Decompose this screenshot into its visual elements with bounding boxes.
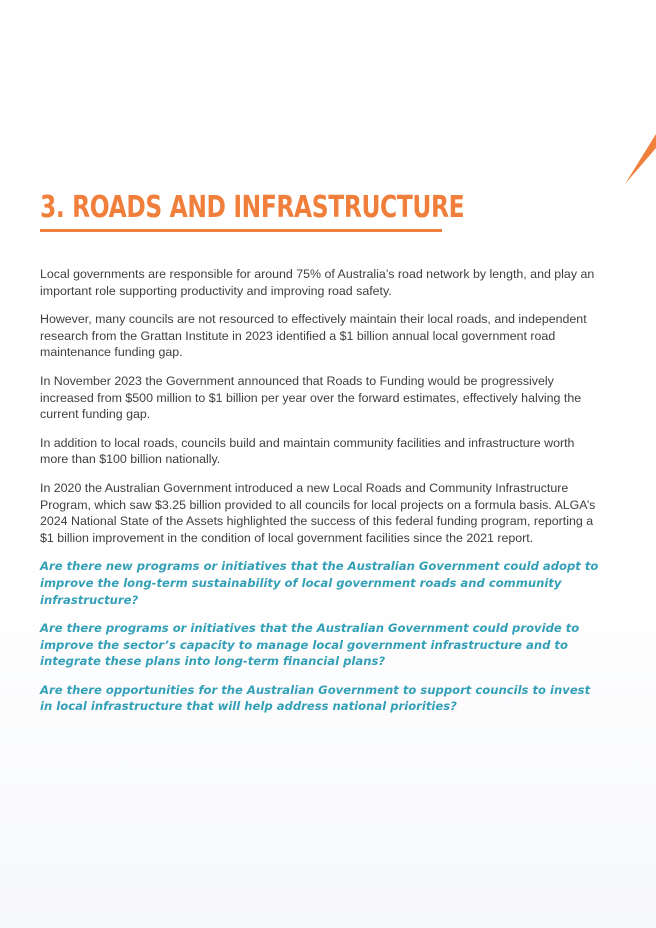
consultation-question: Are there new programs or initiatives that the Australian Government could adopt to improve the long-term sustainability of local government roads and community infrastructure?: [40, 559, 599, 607]
consultation-question: Are there opportunities for the Australian Government to support councils to invest in local infrastructure that will help address national priorities?: [40, 682, 591, 714]
body-paragraph: Local governments are responsible for around 75% of Australia’s road network by length, and play an important role supporting productivity and improving road safety.: [40, 267, 595, 298]
body-paragraph: In 2020 the Australian Government introduced a new Local Roads and Community Infrastructure Program, which saw $3.25 billion provided to all councils for local projects on a formula basis. ALGA’s 2024 National State of the Assets highlighted the success of this federal funding program, reporting a $1 billion improvement in the condition of local government facilities since the 2021 report.: [40, 480, 596, 545]
body-paragraph: In addition to local roads, councils build and maintain community facilities and infrastructure worth more than $100 billion nationally.: [40, 435, 575, 467]
heading-underline: [40, 229, 442, 232]
section-body: [40, 266, 600, 727]
body-paragraph: However, many councils are not resourced to effectively maintain their local roads, and independent research from the Grattan Institute in 2023 identified a $1 billion annual local government road maintenance funding gap.: [40, 312, 587, 360]
consultation-question: Are there programs or initiatives that the Australian Government could provide to improve the sector’s capacity to manage local government infrastructure and to integrate these plans into long-term financial plans?: [40, 621, 580, 669]
body-paragraph: In November 2023 the Government announced that Roads to Funding would be progressively increased from $500 million to $1 billion per year over the forward estimates, effectively halving the current funding gap.: [40, 373, 582, 422]
section-heading: 3. ROADS AND INFRASTRUCTURE: [40, 190, 465, 225]
